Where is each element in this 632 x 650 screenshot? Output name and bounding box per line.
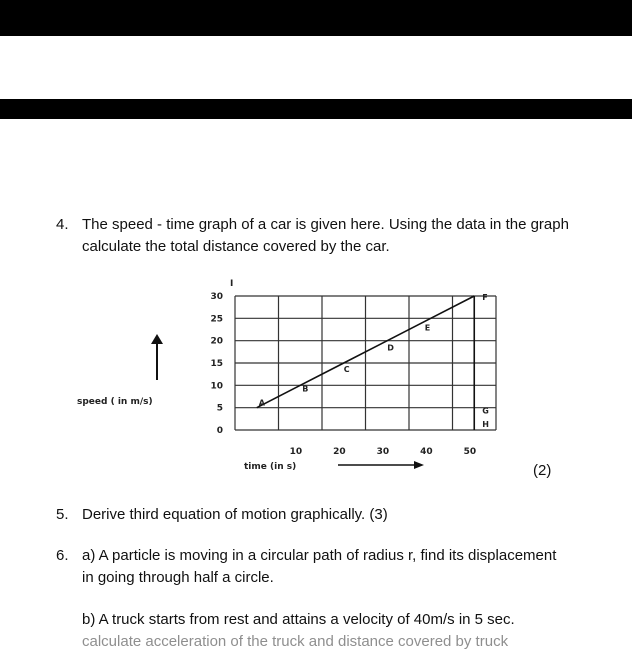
question-6-number: 6. bbox=[56, 547, 69, 564]
y-tick-label: 20 bbox=[210, 336, 223, 347]
question-5-number: 5. bbox=[56, 506, 69, 523]
x-tick-label: 10 bbox=[289, 447, 303, 457]
point-label-e: E bbox=[424, 323, 431, 333]
question-6a-line-1: a) A particle is moving in a circular path of radius r, find its displacement bbox=[82, 547, 557, 564]
question-4-line-2: calculate the total distance covered by the car. bbox=[82, 238, 390, 255]
y-tick-label: 10 bbox=[210, 381, 223, 392]
point-label-b: B bbox=[302, 384, 309, 394]
x-axis-ticks bbox=[290, 447, 477, 457]
question-6b-cut-off-line bbox=[82, 631, 602, 650]
point-labels bbox=[259, 293, 489, 429]
y-axis-ticks bbox=[210, 292, 223, 436]
question-6 bbox=[56, 545, 556, 589]
question-6b-text: b) A truck starts from rest and attains a velocity of 40m/s in 5 sec. bbox=[82, 611, 515, 628]
y-tick-label: 0 bbox=[216, 426, 223, 436]
top-mark: I bbox=[230, 279, 234, 289]
middle-black-bar bbox=[0, 99, 632, 119]
x-tick-label: 40 bbox=[420, 447, 433, 457]
x-tick-label: 30 bbox=[376, 447, 390, 457]
x-axis-label: time (in s) bbox=[244, 462, 297, 472]
question-6a-line-2: in going through half a circle. bbox=[82, 569, 274, 586]
question-6b-partial-text: calculate acceleration of the truck and distance covered by truck bbox=[82, 633, 509, 650]
question-4 bbox=[56, 214, 569, 258]
x-tick-label: 20 bbox=[333, 447, 346, 457]
question-4-marks: (2) bbox=[533, 462, 552, 479]
point-label-c: C bbox=[343, 365, 350, 374]
point-label-f: F bbox=[482, 293, 488, 302]
y-tick-label: 25 bbox=[210, 314, 223, 325]
point-label-d: D bbox=[387, 343, 394, 353]
question-5-text: Derive third equation of motion graphically. (3) bbox=[82, 506, 388, 523]
point-label-a: A bbox=[258, 398, 265, 408]
y-arrowhead bbox=[151, 334, 163, 344]
x-tick-label: 50 bbox=[463, 447, 477, 457]
point-label-g: G bbox=[482, 406, 489, 416]
y-tick-label: 5 bbox=[216, 403, 223, 414]
question-4-line-1: The speed - time graph of a car is given here. Using the data in the graph bbox=[82, 216, 569, 233]
y-axis-label: speed ( in m/s) bbox=[77, 397, 153, 407]
point-label-h: H bbox=[482, 420, 489, 429]
graph-grid bbox=[235, 296, 496, 430]
question-5 bbox=[56, 504, 388, 526]
x-arrowhead bbox=[414, 461, 424, 469]
y-tick-label: 15 bbox=[210, 359, 223, 369]
question-6b bbox=[82, 609, 515, 631]
top-black-bar bbox=[0, 0, 632, 36]
question-4-number: 4. bbox=[56, 216, 69, 233]
y-tick-label: 30 bbox=[210, 292, 223, 302]
